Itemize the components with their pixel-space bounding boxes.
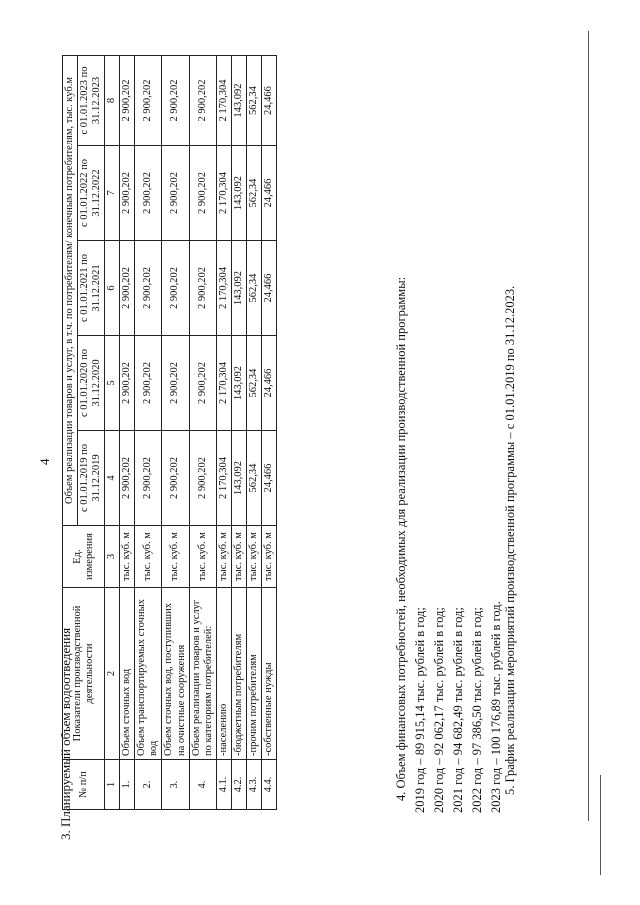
row-value: 143,092 bbox=[231, 336, 246, 431]
row-value: 2 900,202 bbox=[189, 55, 216, 145]
row-indicator: Объем транспортируемых сточных вод bbox=[135, 588, 162, 760]
header-unit: Ед. измерения bbox=[63, 526, 105, 588]
table-body bbox=[120, 55, 277, 809]
row-value: 562,34 bbox=[246, 241, 261, 336]
row-value: 24,466 bbox=[261, 336, 276, 431]
row-number: 2. bbox=[135, 760, 162, 810]
row-value: 562,34 bbox=[246, 146, 261, 241]
row-value: 2 900,202 bbox=[189, 241, 216, 336]
column-number: 1 bbox=[105, 760, 120, 810]
row-value: 2 900,202 bbox=[135, 146, 162, 241]
header-period: с 01.01.2023 по 31.12.2023 bbox=[78, 55, 105, 145]
finance-line: 2023 год – 100 176,89 тыс. рублей в год. bbox=[489, 601, 503, 813]
row-value: 2 170,304 bbox=[216, 431, 231, 526]
column-number: 8 bbox=[105, 55, 120, 145]
row-number: 1. bbox=[120, 760, 135, 810]
row-value: 2 900,202 bbox=[162, 336, 189, 431]
column-number: 4 bbox=[105, 431, 120, 526]
row-value: 562,34 bbox=[246, 55, 261, 145]
row-value: 2 900,202 bbox=[120, 146, 135, 241]
row-unit: тыс. куб. м bbox=[120, 526, 135, 588]
row-value: 2 900,202 bbox=[162, 431, 189, 526]
header-indicator: Показатели производственной деятельности bbox=[63, 588, 105, 760]
page-number: 4 bbox=[37, 458, 52, 465]
column-number: 3 bbox=[105, 526, 120, 588]
row-unit: тыс. куб. м bbox=[135, 526, 162, 588]
header-row bbox=[63, 55, 78, 809]
row-value: 24,466 bbox=[261, 55, 276, 145]
row-value: 24,466 bbox=[261, 241, 276, 336]
section-5-title: 5. График реализации мероприятий производственной программы – с 01.01.2019 по 31.12.2023. bbox=[503, 285, 517, 795]
finance-line: 2019 год – 89 915,14 тыс. рублей в год; bbox=[413, 607, 427, 813]
row-value: 2 900,202 bbox=[135, 336, 162, 431]
row-value: 24,466 bbox=[261, 146, 276, 241]
row-unit: тыс. куб. м bbox=[246, 526, 261, 588]
row-indicator: Объем сточных вод bbox=[120, 588, 135, 760]
row-indicator: -собственные нужды bbox=[261, 588, 276, 760]
row-value: 2 900,202 bbox=[162, 146, 189, 241]
row-value: 2 900,202 bbox=[120, 336, 135, 431]
row-unit: тыс. куб. м bbox=[261, 526, 276, 588]
header-no: № п/п bbox=[63, 760, 105, 810]
row-value: 2 900,202 bbox=[135, 241, 162, 336]
divider bbox=[588, 31, 589, 821]
section-4-title: 4. Объем финансовых потребностей, необходимых для реализации производственной программы: bbox=[394, 276, 408, 801]
column-number-row bbox=[105, 55, 120, 809]
row-number: 4.3. bbox=[246, 760, 261, 810]
table-row bbox=[135, 55, 162, 809]
finance-line: 2022 год – 97 386,50 тыс. рублей в год; bbox=[470, 607, 484, 813]
row-value: 2 170,304 bbox=[216, 55, 231, 145]
section-3-title: 3. Планируемый объем водоотведения bbox=[58, 627, 73, 840]
table-row bbox=[231, 55, 246, 809]
table-row bbox=[261, 55, 276, 809]
row-value: 2 900,202 bbox=[135, 431, 162, 526]
row-value: 2 900,202 bbox=[162, 55, 189, 145]
row-value: 143,092 bbox=[231, 241, 246, 336]
table-row bbox=[216, 55, 231, 809]
row-number: 3. bbox=[162, 760, 189, 810]
header-period: с 01.01.2019 по 31.12.2019 bbox=[78, 431, 105, 526]
divider bbox=[600, 775, 601, 875]
row-unit: тыс. куб. м bbox=[162, 526, 189, 588]
finance-line: 2020 год – 92 062,17 тыс. рублей в год; bbox=[432, 607, 446, 813]
row-value: 143,092 bbox=[231, 431, 246, 526]
row-value: 2 900,202 bbox=[135, 55, 162, 145]
row-value: 562,34 bbox=[246, 431, 261, 526]
row-value: 562,34 bbox=[246, 336, 261, 431]
row-unit: тыс. куб. м bbox=[189, 526, 216, 588]
row-value: 2 900,202 bbox=[189, 431, 216, 526]
column-number: 2 bbox=[105, 588, 120, 760]
header-period: с 01.01.2020 по 31.12.2020 bbox=[78, 336, 105, 431]
finance-line: 2021 год – 94 682,49 тыс. рублей в год; bbox=[451, 607, 465, 813]
row-value: 24,466 bbox=[261, 431, 276, 526]
row-value: 2 170,304 bbox=[216, 146, 231, 241]
table-row bbox=[162, 55, 189, 809]
row-value: 2 170,304 bbox=[216, 336, 231, 431]
row-value: 2 900,202 bbox=[162, 241, 189, 336]
row-value: 2 900,202 bbox=[189, 146, 216, 241]
row-number: 4.1. bbox=[216, 760, 231, 810]
row-indicator: Объем реализации товаров и услуг по категориям потребителей: bbox=[189, 588, 216, 760]
column-number: 7 bbox=[105, 146, 120, 241]
row-indicator: -прочим потребителям bbox=[246, 588, 261, 760]
column-number: 5 bbox=[105, 336, 120, 431]
row-value: 2 900,202 bbox=[189, 336, 216, 431]
row-value: 143,092 bbox=[231, 146, 246, 241]
row-value: 143,092 bbox=[231, 55, 246, 145]
row-value: 2 900,202 bbox=[120, 431, 135, 526]
row-indicator: Объем сточных вод, поступивших на очистные сооружения bbox=[162, 588, 189, 760]
row-number: 4. bbox=[189, 760, 216, 810]
row-number: 4.4. bbox=[261, 760, 276, 810]
row-value: 2 900,202 bbox=[120, 55, 135, 145]
header-period: с 01.01.2021 по 31.12.2021 bbox=[78, 241, 105, 336]
row-number: 4.2. bbox=[231, 760, 246, 810]
column-number: 6 bbox=[105, 241, 120, 336]
table-row bbox=[246, 55, 261, 809]
row-value: 2 170,304 bbox=[216, 241, 231, 336]
row-indicator: -бюджетным потребителям bbox=[231, 588, 246, 760]
table-row bbox=[120, 55, 135, 809]
header-period: с 01.01.2022 по 31.12.2022 bbox=[78, 146, 105, 241]
table-row bbox=[189, 55, 216, 809]
row-indicator: -населению bbox=[216, 588, 231, 760]
row-unit: тыс. куб. м bbox=[231, 526, 246, 588]
header-group: Объем реализации товаров и услуг, в т.ч. по потребителям/ конечным потребителям, тыс. куб.м bbox=[63, 55, 78, 525]
row-value: 2 900,202 bbox=[120, 241, 135, 336]
section-4 bbox=[392, 277, 506, 813]
wastewater-volume-table bbox=[62, 55, 277, 810]
row-unit: тыс. куб. м bbox=[216, 526, 231, 588]
